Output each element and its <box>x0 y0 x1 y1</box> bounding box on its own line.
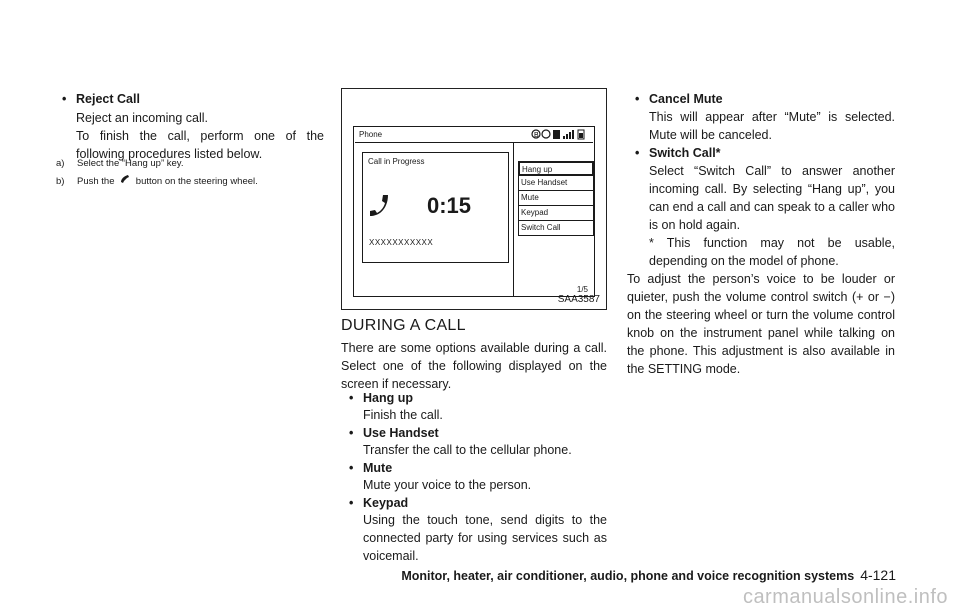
phone-handset-icon <box>117 174 133 188</box>
reject-call-line2: To finish the call, perform one of the following procedures listed below. <box>76 129 324 161</box>
screen-title: Phone <box>359 130 383 139</box>
call-timer: 0:15 <box>427 193 472 218</box>
option-text: Mute your voice to the person. <box>363 478 532 492</box>
option-heading: • Use Handset <box>349 426 439 440</box>
page-number: 4-121 <box>860 567 896 583</box>
figure-caption: SAA3587 <box>557 294 600 305</box>
call-menu <box>518 161 594 236</box>
volume-paragraph: To adjust the person’s voice to be louder or quieter, push the volume control switch (+ or −) on the steering wheel or turn the volume control knob on the instrument panel while talking on the phone. This adjustment is also available in the SETTING mode. <box>627 272 895 376</box>
bullet-dot-icon: • <box>349 461 354 475</box>
caller-number: XXXXXXXXXXX <box>369 238 434 247</box>
phone-screen-figure <box>341 88 607 310</box>
watermark: carmanualsonline.info <box>742 586 948 608</box>
menu-use-handset[interactable]: Use Handset <box>518 176 594 191</box>
call-in-progress-box <box>362 152 509 263</box>
bullet-dot-icon: • <box>62 92 67 106</box>
bullet-dot-icon: • <box>349 391 354 405</box>
reject-call-heading: • Reject Call <box>62 92 140 106</box>
reject-call-line1: Reject an incoming call. <box>76 111 209 125</box>
bullet-dot-icon: • <box>635 92 640 106</box>
call-label: Call in Progress <box>368 157 425 166</box>
option-heading: • Mute <box>349 461 393 475</box>
option-text: Using the touch tone, send digits to the connected party for using services such as voicemail. <box>363 513 607 563</box>
step-a: a) Select the “Hang up” key. <box>56 158 184 169</box>
bullet-dot-icon: • <box>349 426 354 440</box>
bullet-dot-icon: • <box>635 146 640 160</box>
menu-divider <box>513 143 515 297</box>
option-text: Finish the call. <box>363 408 443 422</box>
option-heading: • Hang up <box>349 391 413 405</box>
menu-hang-up[interactable]: Hang up <box>518 161 594 176</box>
title-divider <box>355 142 593 143</box>
footer-title: Monitor, heater, air conditioner, audio, phone and voice recognition systems <box>401 569 855 583</box>
page-indicator: 1/5 <box>576 285 588 294</box>
option-text: This will appear after “Mute” is selected. Mute will be canceled. <box>649 110 895 142</box>
option-heading: • Keypad <box>349 496 409 510</box>
option-heading: • Switch Call* <box>635 146 721 160</box>
option-heading: • Cancel Mute <box>635 92 723 106</box>
section-title: DURING A CALL <box>341 317 466 334</box>
menu-switch-call[interactable]: Switch Call <box>518 221 594 236</box>
bullet-dot-icon: • <box>349 496 354 510</box>
step-b: b) Push the button on the steering wheel. <box>56 176 258 187</box>
section-intro: There are some options available during a call. Select one of the following displayed on the screen if necessary. <box>341 341 607 391</box>
page-footer <box>401 567 896 583</box>
menu-keypad[interactable]: Keypad <box>518 206 594 221</box>
status-icons <box>531 128 589 143</box>
phone-screen <box>353 126 595 297</box>
footnote: * This function may not be usable, depending on the model of phone. <box>649 236 895 268</box>
option-text: Transfer the call to the cellular phone. <box>363 443 572 457</box>
option-text: Select “Switch Call” to answer another incoming call. By selecting “Hang up”, you can end a call and can speak to a caller who is on hold again. <box>649 164 895 232</box>
menu-mute[interactable]: Mute <box>518 191 594 206</box>
phone-handset-icon <box>369 193 391 221</box>
svg-text:B: B <box>534 132 540 139</box>
